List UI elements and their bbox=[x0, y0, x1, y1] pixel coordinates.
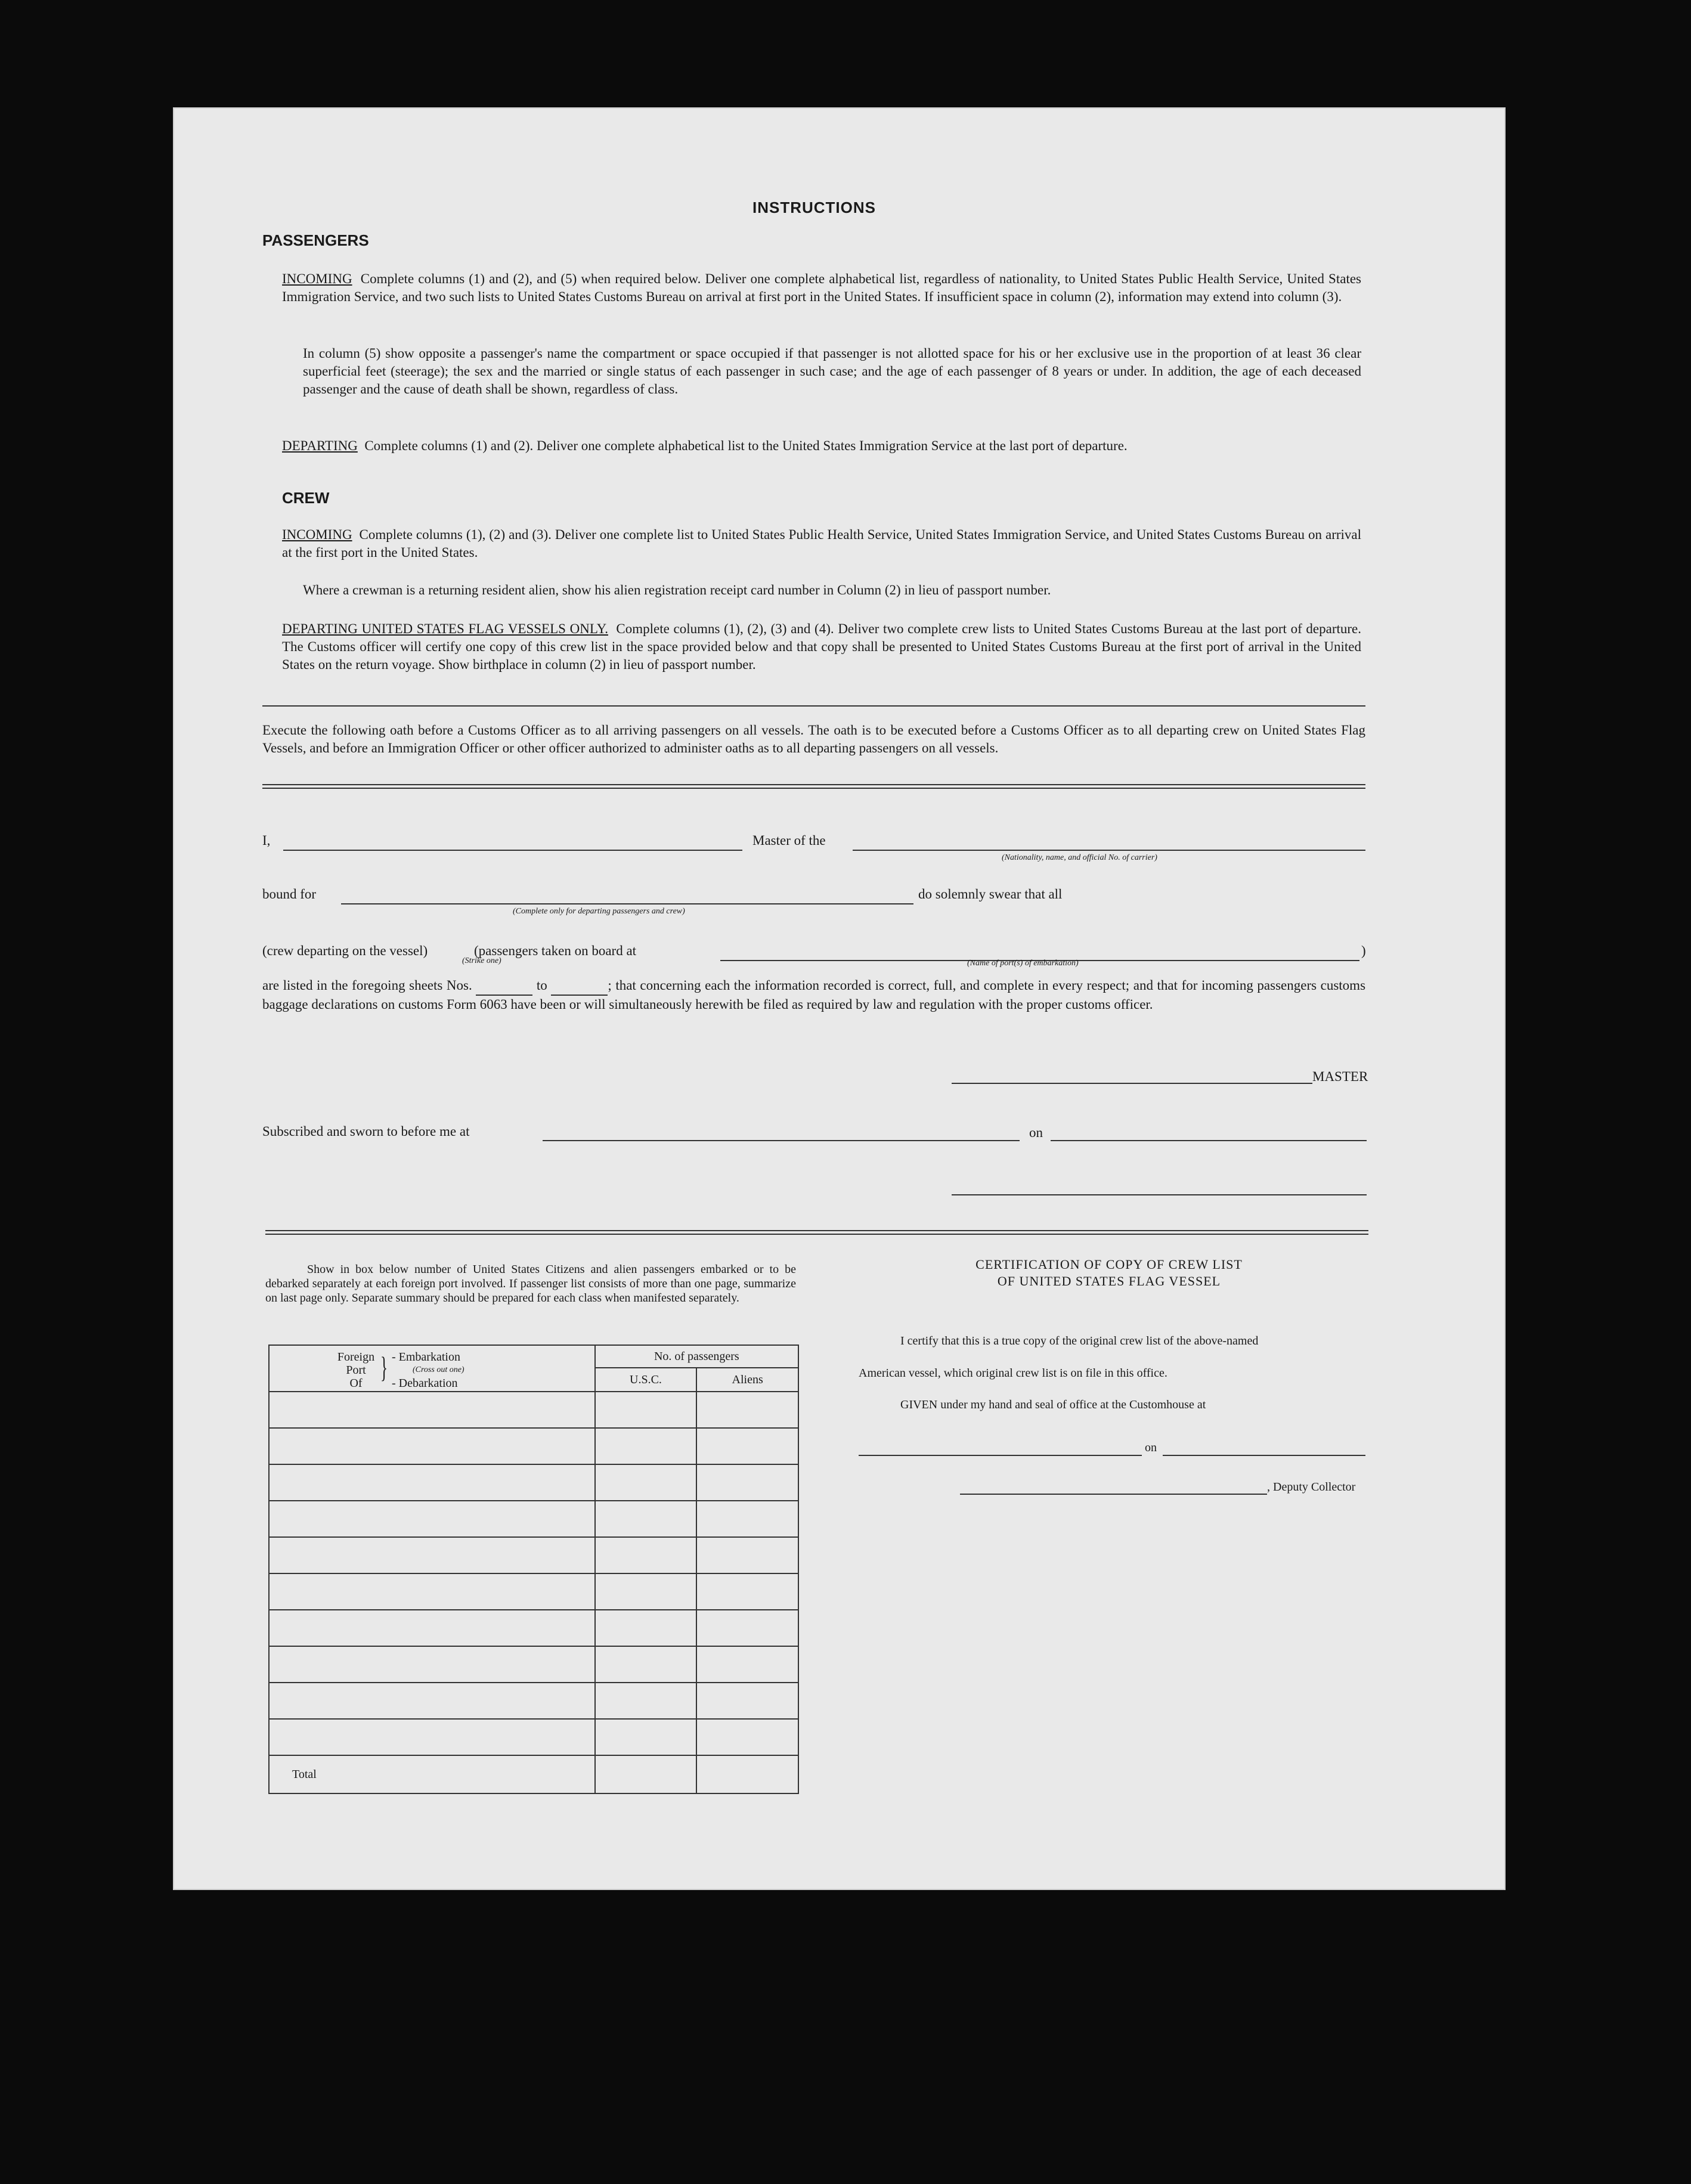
customhouse-line[interactable] bbox=[859, 1455, 1142, 1456]
oath-i-label: I, bbox=[262, 833, 271, 848]
passengers-incoming-text: Complete columns (1) and (2), and (5) when required below. Deliver one complete alphabetical list, regardless of nationality, to United States Public Health Service, United States Immigration Service, and two such lists to United States Customs Bureau on arrival at first port in the United States. If insufficient space in column (2), information may extend into column (3). bbox=[282, 271, 1361, 304]
port-cell[interactable] bbox=[269, 1683, 595, 1719]
aliens-cell[interactable] bbox=[696, 1537, 798, 1573]
port-cell[interactable] bbox=[269, 1646, 595, 1683]
document-page bbox=[173, 107, 1506, 1890]
port-label: Port bbox=[346, 1364, 366, 1377]
passengers-departing-text: Complete columns (1) and (2). Deliver one complete alphabetical list to the United States Immigration Service at the last port of departure. bbox=[364, 438, 1128, 453]
usc-total-cell[interactable] bbox=[595, 1755, 697, 1793]
passengers-departing-label: DEPARTING bbox=[282, 438, 358, 453]
crew-departing bbox=[282, 620, 1361, 674]
page-title: INSTRUCTIONS bbox=[752, 199, 876, 216]
master-name-line[interactable] bbox=[283, 850, 742, 851]
given-text: GIVEN under my hand and seal of office at the Customhouse at bbox=[900, 1398, 1206, 1411]
bound-for-label: bound for bbox=[262, 887, 317, 902]
sheet-to-field[interactable] bbox=[551, 977, 608, 996]
foreign-label: Foreign bbox=[337, 1350, 375, 1364]
swear-text: do solemnly swear that all bbox=[918, 887, 1063, 902]
usc-cell[interactable] bbox=[595, 1537, 697, 1573]
certification-title-line-1: CERTIFICATION OF COPY OF CREW LIST bbox=[975, 1257, 1243, 1272]
usc-cell[interactable] bbox=[595, 1573, 697, 1610]
port-cell[interactable] bbox=[269, 1573, 595, 1610]
port-cell[interactable] bbox=[269, 1428, 595, 1464]
nationality-note: (Nationality, name, and official No. of carrier) bbox=[1002, 853, 1157, 862]
officer-signature-line[interactable] bbox=[952, 1194, 1367, 1195]
usc-cell[interactable] bbox=[595, 1501, 697, 1537]
master-label: MASTER bbox=[1312, 1069, 1368, 1084]
of-label: Of bbox=[349, 1377, 363, 1390]
aliens-cell[interactable] bbox=[696, 1719, 798, 1755]
divider bbox=[265, 1230, 1368, 1235]
listed-text bbox=[262, 977, 1365, 1014]
master-of-label: Master of the bbox=[752, 833, 826, 848]
total-cell bbox=[269, 1755, 595, 1793]
passengers-taken-option: (passengers taken on board at bbox=[474, 943, 637, 958]
usc-cell[interactable] bbox=[595, 1428, 697, 1464]
usc-cell[interactable] bbox=[595, 1719, 697, 1755]
passengers-departing bbox=[282, 437, 1361, 455]
passengers-column5: In column (5) show opposite a passenger's name the compartment or space occupied if that passenger is not allotted space for his or her exclusive use in the proportion of at least 36 clear superficial feet (steerage); the sex and the married or single status of each passenger in such case; and the age of each passenger of 8 years or under. In addition, the age of each deceased passenger and the cause of death shall be shown, regardless of class. bbox=[303, 346, 1361, 396]
aliens-cell[interactable] bbox=[696, 1501, 798, 1537]
brace-icon: } bbox=[380, 1350, 388, 1384]
ports-summary-table bbox=[268, 1345, 799, 1794]
sheet-from-field[interactable] bbox=[476, 977, 532, 996]
deputy-collector-label: , Deputy Collector bbox=[1267, 1480, 1356, 1494]
port-cell[interactable] bbox=[269, 1537, 595, 1573]
divider bbox=[262, 705, 1365, 707]
aliens-cell[interactable] bbox=[696, 1646, 798, 1683]
certification-on-label: on bbox=[1145, 1441, 1157, 1454]
usc-cell[interactable] bbox=[595, 1464, 697, 1501]
divider bbox=[262, 784, 1365, 789]
oath-intro: Execute the following oath before a Customs Officer as to all arriving passengers on all vessels. The oath is to be executed before a Customs Officer as to all departing crew on United States Flag Vessels, and before an Immigration Officer or other officer authorized to administer oaths as to all departing passengers on all vessels. bbox=[262, 723, 1365, 755]
crew-incoming-text: Complete columns (1), (2) and (3). Deliver one complete list to United States Public Health Service, United States Immigration Service, and United States Customs Bureau on arrival at the first port in the United States. bbox=[282, 527, 1362, 560]
close-paren: ) bbox=[1361, 943, 1366, 958]
usc-cell[interactable] bbox=[595, 1610, 697, 1646]
aliens-cell[interactable] bbox=[696, 1464, 798, 1501]
complete-note: (Complete only for departing passengers and crew) bbox=[513, 907, 685, 916]
bound-for-line[interactable] bbox=[341, 903, 913, 904]
certify-line-2: American vessel, which original crew list is on file in this office. bbox=[859, 1367, 1167, 1380]
crew-incoming-label: INCOMING bbox=[282, 527, 352, 542]
crew-incoming bbox=[282, 526, 1361, 562]
carrier-line[interactable] bbox=[853, 850, 1365, 851]
usc-cell[interactable] bbox=[595, 1683, 697, 1719]
passengers-header bbox=[595, 1345, 798, 1392]
port-note: (Name of port(s) of embarkation) bbox=[967, 959, 1079, 968]
certification-date-line[interactable] bbox=[1163, 1455, 1365, 1456]
aliens-cell[interactable] bbox=[696, 1683, 798, 1719]
crew-heading: CREW bbox=[282, 489, 330, 507]
strike-one-note: (Strike one) bbox=[462, 956, 501, 965]
crew-departing-label: DEPARTING UNITED STATES FLAG VESSELS ONLY. bbox=[282, 621, 608, 636]
aliens-header: Aliens bbox=[732, 1373, 763, 1386]
foreign-port-header bbox=[269, 1345, 595, 1392]
to-label: to bbox=[536, 978, 547, 993]
embarkation-option[interactable]: - Embarkation bbox=[392, 1350, 460, 1364]
summary-note: Show in box below number of United States Citizens and alien passengers embarked or to be debarked separately at each foreign port involved. If passenger list consists of more than one page, summarize on last page only. Separate summary should be prepared for each class when manifested separately. bbox=[265, 1263, 796, 1305]
certification-title-line-2: OF UNITED STATES FLAG VESSEL bbox=[997, 1274, 1221, 1288]
aliens-cell[interactable] bbox=[696, 1610, 798, 1646]
total-label: Total bbox=[292, 1767, 317, 1781]
subscribed-date-line[interactable] bbox=[1051, 1140, 1367, 1141]
crew-departing-text: Complete columns (1), (2), (3) and (4). Deliver two complete crew lists to United States Customs Bureau at the last port of departure. The Customs officer will certify one copy of this crew list in the space provided below and that copy shall be presented to United States Customs Bureau at the first port of arrival in the United States on the return voyage. Show birthplace in column (2) in lieu of passport number. bbox=[282, 621, 1362, 672]
aliens-total-cell[interactable] bbox=[696, 1755, 798, 1793]
aliens-cell[interactable] bbox=[696, 1428, 798, 1464]
passengers-incoming bbox=[282, 270, 1361, 306]
passengers-heading: PASSENGERS bbox=[262, 231, 369, 249]
port-cell[interactable] bbox=[269, 1610, 595, 1646]
listed-text-a: are listed in the foregoing sheets Nos. bbox=[262, 978, 472, 993]
certify-line-1: I certify that this is a true copy of the original crew list of the above-named bbox=[900, 1334, 1259, 1347]
cross-out-note: (Cross out one) bbox=[413, 1365, 464, 1374]
master-signature-line[interactable] bbox=[952, 1083, 1312, 1084]
passengers-incoming-label: INCOMING bbox=[282, 271, 352, 286]
aliens-cell[interactable] bbox=[696, 1392, 798, 1428]
crew-departing-option: (crew departing on the vessel) bbox=[262, 943, 428, 958]
debarkation-option[interactable]: - Debarkation bbox=[392, 1377, 458, 1390]
listed-text-b: ; that concerning each the information recorded is correct, full, and complete in every respect; and that for incoming passengers customs baggage declarations on customs Form 6063 have been or will simultaneously herewith be filed as required by law and regulation with the proper customs officer. bbox=[262, 978, 1366, 1012]
no-of-passengers-label: No. of passengers bbox=[596, 1346, 798, 1368]
port-cell[interactable] bbox=[269, 1392, 595, 1428]
subscribed-label: Subscribed and sworn to before me at bbox=[262, 1124, 470, 1139]
certification-title bbox=[859, 1256, 1359, 1290]
subscribed-on-label: on bbox=[1029, 1125, 1043, 1140]
port-cell[interactable] bbox=[269, 1464, 595, 1501]
usc-header: U.S.C. bbox=[596, 1368, 698, 1391]
port-cell[interactable] bbox=[269, 1501, 595, 1537]
usc-cell[interactable] bbox=[595, 1392, 697, 1428]
crew-resident: Where a crewman is a returning resident alien, show his alien registration receipt card number in Column (2) in lieu of passport number. bbox=[303, 583, 1051, 597]
deputy-signature-line[interactable] bbox=[960, 1494, 1267, 1495]
subscribed-place-line[interactable] bbox=[543, 1140, 1020, 1141]
aliens-cell[interactable] bbox=[696, 1573, 798, 1610]
usc-cell[interactable] bbox=[595, 1646, 697, 1683]
port-cell[interactable] bbox=[269, 1719, 595, 1755]
